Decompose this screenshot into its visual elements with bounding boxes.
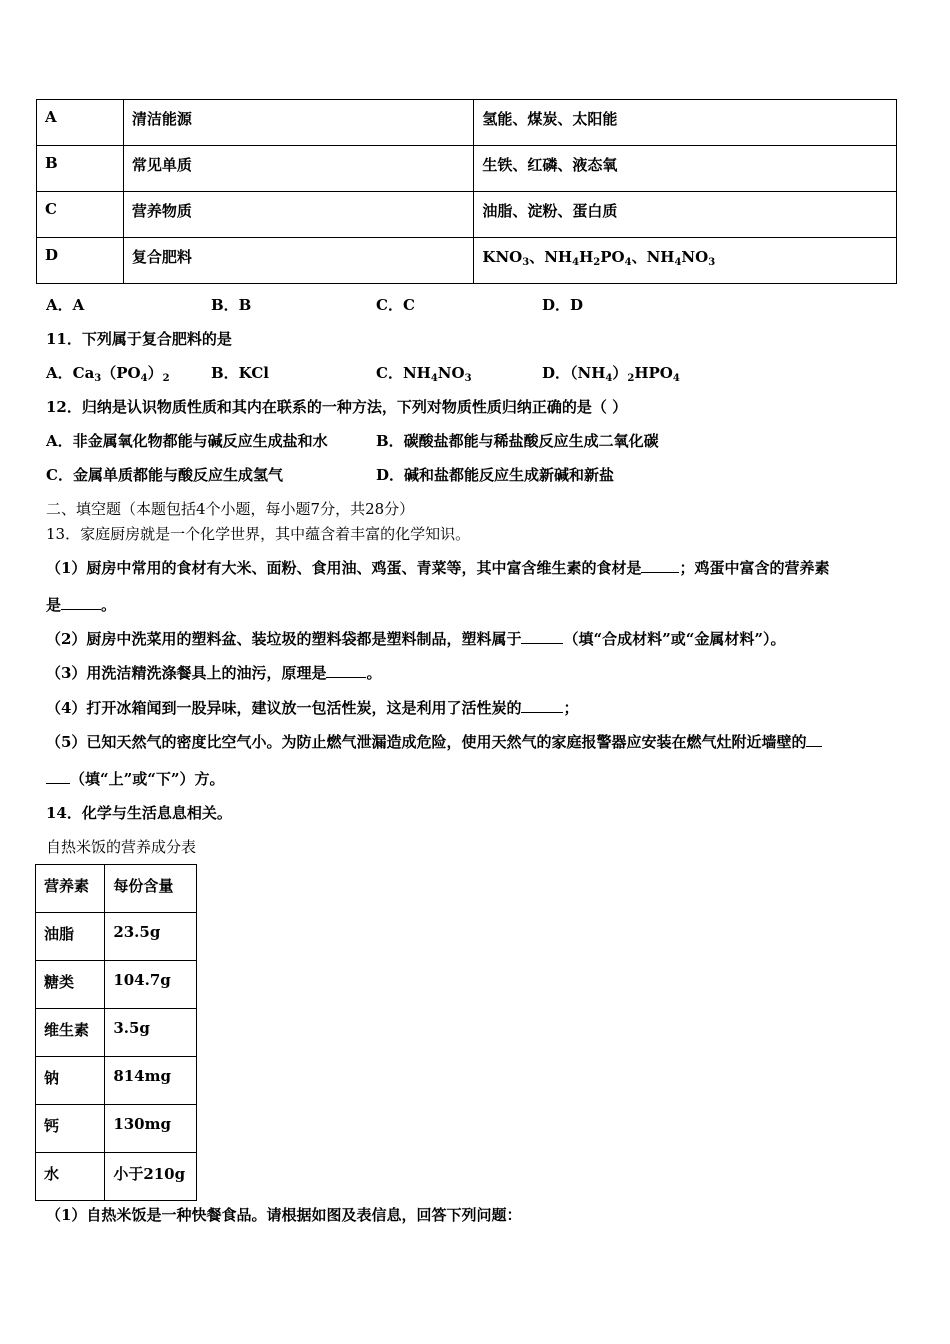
category-cell: 复合肥料 bbox=[123, 238, 474, 284]
nutrient-name: 钠 bbox=[36, 1057, 105, 1105]
nutrition-table bbox=[35, 864, 197, 1201]
option-label: B bbox=[37, 146, 124, 192]
q13-part4: （4）打开冰箱闻到一股异味，建议放一包活性炭，这是利用了活性炭的 ； bbox=[46, 699, 579, 717]
nutrient-name: 维生素 bbox=[36, 1009, 105, 1057]
nutrient-name: 水 bbox=[36, 1153, 105, 1201]
table-row bbox=[37, 100, 897, 146]
q13-stem: 13．家庭厨房就是一个化学世界，其中蕴含着丰富的化学知识。 bbox=[46, 525, 471, 543]
table-row bbox=[36, 913, 197, 961]
nutrient-amount: 130mg bbox=[105, 1105, 197, 1153]
category-cell: 常见单质 bbox=[123, 146, 474, 192]
answer-blank[interactable] bbox=[521, 629, 563, 644]
q13-part1-line2: 是 。 bbox=[46, 596, 117, 614]
q10-choice-a: A．A bbox=[46, 296, 85, 314]
category-cell: 营养物质 bbox=[123, 192, 474, 238]
option-label: C bbox=[37, 192, 124, 238]
answer-blank[interactable] bbox=[641, 558, 679, 573]
answer-blank[interactable] bbox=[521, 698, 563, 713]
q14-part1: （1）自热米饭是一种快餐食品。请根据如图及表信息，回答下列问题： bbox=[46, 1206, 522, 1224]
nutrient-name: 钙 bbox=[36, 1105, 105, 1153]
examples-cell: 生铁、红磷、液态氧 bbox=[474, 146, 897, 192]
q11-choice-b: B．KCl bbox=[211, 364, 269, 382]
header-cell: 营养素 bbox=[36, 865, 105, 913]
q11-choice-a: A．$Ca_3(PO_4)_2$ bbox=[46, 364, 170, 384]
q10-choice-b: B．B bbox=[211, 296, 252, 314]
q10-choice-d: D．D bbox=[542, 296, 584, 314]
examples-cell-formula: $KNO_3$、$NH_4H_2PO_4$、$NH_4NO_3$ bbox=[474, 238, 897, 284]
q12-stem: 12．归纳是认识物质性质和其内在联系的一种方法，下列对物质性质归纳正确的是（ ） bbox=[46, 398, 628, 416]
q11-choice-d: D．$(NH_4)_2HPO_4$ bbox=[542, 364, 680, 384]
category-cell: 清洁能源 bbox=[123, 100, 474, 146]
table-row bbox=[37, 192, 897, 238]
nutrient-name: 糖类 bbox=[36, 961, 105, 1009]
nutrition-table-title: 自热米饭的营养成分表 bbox=[46, 838, 197, 856]
nutrient-amount: 3.5g bbox=[105, 1009, 197, 1057]
table-row bbox=[36, 1009, 197, 1057]
nutrient-amount: 23.5g bbox=[105, 913, 197, 961]
q11-choice-c: C．$NH_4NO_3$ bbox=[376, 364, 472, 384]
q10-choice-c: C．C bbox=[376, 296, 415, 314]
q13-part5-line2: （填“上”或“下”）方。 bbox=[46, 768, 225, 789]
q10-options-table bbox=[36, 99, 897, 284]
answer-blank[interactable] bbox=[61, 595, 101, 610]
table-row bbox=[36, 1057, 197, 1105]
header-cell: 每份含量 bbox=[105, 865, 197, 913]
nutrient-amount: 104.7g bbox=[105, 961, 197, 1009]
table-row bbox=[37, 146, 897, 192]
table-header-row bbox=[36, 865, 197, 913]
answer-blank[interactable] bbox=[806, 732, 822, 747]
answer-blank[interactable] bbox=[326, 663, 366, 678]
q14-stem: 14．化学与生活息息相关。 bbox=[46, 804, 232, 822]
table-row bbox=[37, 238, 897, 284]
section-heading: 二、填空题（本题包括4个小题，每小题7分，共28分） bbox=[46, 500, 415, 518]
q13-part2: （2）厨房中洗菜用的塑料盆、装垃圾的塑料袋都是塑料制品，塑料属于 （填“合成材料”或“金属材料”）。 bbox=[46, 630, 786, 648]
table-row bbox=[36, 961, 197, 1009]
q12-choice-d: D．碱和盐都能反应生成新碱和新盐 bbox=[376, 466, 615, 484]
q13-part1-line1: （1）厨房中常用的食材有大米、面粉、食用油、鸡蛋、青菜等，其中富含维生素的食材是 ；鸡蛋中富含的营养素 bbox=[46, 559, 830, 577]
q11-stem: 11．下列属于复合肥料的是 bbox=[46, 330, 232, 348]
option-label: A bbox=[37, 100, 124, 146]
q12-choice-b: B．碳酸盐都能与稀盐酸反应生成二氧化碳 bbox=[376, 432, 659, 450]
q13-part3: （3）用洗洁精洗涤餐具上的油污，原理是 。 bbox=[46, 664, 382, 682]
table-row bbox=[36, 1105, 197, 1153]
option-label: D bbox=[37, 238, 124, 284]
examples-cell: 油脂、淀粉、蛋白质 bbox=[474, 192, 897, 238]
q12-choice-a: A．非金属氧化物都能与碱反应生成盐和水 bbox=[46, 432, 328, 450]
nutrient-amount: 小于210g bbox=[105, 1153, 197, 1201]
answer-blank[interactable] bbox=[46, 769, 70, 784]
q12-choice-c: C．金属单质都能与酸反应生成氢气 bbox=[46, 466, 283, 484]
table-row bbox=[36, 1153, 197, 1201]
nutrient-name: 油脂 bbox=[36, 913, 105, 961]
examples-cell: 氢能、煤炭、太阳能 bbox=[474, 100, 897, 146]
q13-part5-line1: （5）已知天然气的密度比空气小。为防止燃气泄漏造成危险，使用天然气的家庭报警器应安装在燃气灶附近墙壁的 bbox=[46, 731, 822, 752]
nutrient-amount: 814mg bbox=[105, 1057, 197, 1105]
